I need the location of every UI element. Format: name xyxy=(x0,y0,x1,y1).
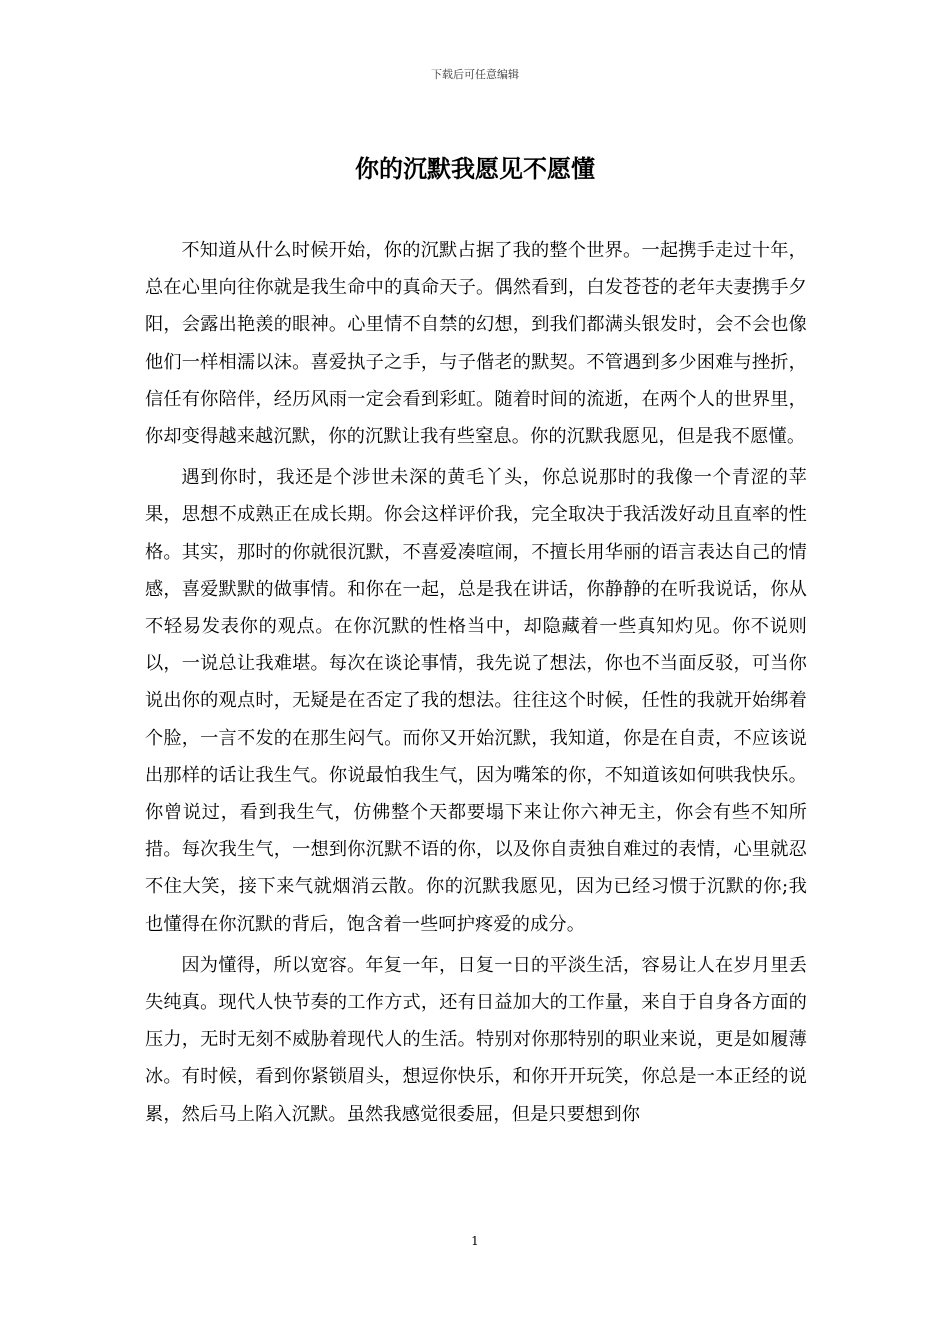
page-number: 1 xyxy=(471,1234,479,1248)
document-title: 你的沉默我愿见不愿懂 xyxy=(355,154,595,183)
paragraph: 不知道从什么时候开始，你的沉默占据了我的整个世界。一起携手走过十年，总在心里向往你就是我生命中的真命天子。偶然看到，白发苍苍的老年夫妻携手夕阳，会露出艳羡的眼神。心里情不自禁的幻想，到我们都满头银发时，会不会也像他们一样相濡以沫。喜爱执子之手，与子偕老的默契。不管遇到多少困难与挫折，信任有你陪伴，经历风雨一定会看到彩虹。随着时间的流逝，在两个人的世界里，你却变得越来越沉默，你的沉默让我有些窒息。你的沉默我愿见，但是我不愿懂。 xyxy=(145,240,807,448)
paragraph: 遇到你时，我还是个涉世未深的黄毛丫头，你总说那时的我像一个青涩的苹果，思想不成熟正在成长期。你会这样评价我，完全取决于我活泼好动且直率的性格。其实，那时的你就很沉默，不喜爱凑喧闹，不擅长用华丽的语言表达自己的情感，喜爱默默的做事情。和你在一起，总是我在讲话，你静静的在听我说话，你从不轻易发表你的观点。在你沉默的性格当中，却隐藏着一些真知灼见。你不说则以，一说总让我难堪。每次在谈论事情，我先说了想法，你也不当面反驳，可当你说出你的观点时，无疑是在否定了我的想法。往往这个时候，任性的我就开始绑着个脸，一言不发的在那生闷气。而你又开始沉默，我知道，你是在自责，不应该说出那样的话让我生气。你说最怕我生气，因为嘴笨的你，不知道该如何哄我快乐。你曾说过，看到我生气，仿佛整个天都要塌下来让你六神无主，你会有些不知所措。每次我生气，一想到你沉默不语的你，以及你自责独自难过的表情，心里就忍不住大笑，接下来气就烟消云散。你的沉默我愿见，因为已经习惯于沉默的你;我也懂得在你沉默的背后，饱含着一些呵护疼爱的成分。 xyxy=(145,467,807,935)
header-note: 下载后可任意编辑 xyxy=(431,68,519,81)
paragraph: 因为懂得，所以宽容。年复一年，日复一日的平淡生活，容易让人在岁月里丢失纯真。现代人快节奏的工作方式，还有日益加大的工作量，来自于自身各方面的压力，无时无刻不威胁着现代人的生活。特别对你那特别的职业来说，更是如履薄冰。有时候，看到你紧锁眉头，想逗你快乐，和你开开玩笑，你总是一本正经的说累，然后马上陷入沉默。虽然我感觉很委屈，但是只要想到你 xyxy=(145,954,807,1125)
document-body xyxy=(145,232,807,1137)
